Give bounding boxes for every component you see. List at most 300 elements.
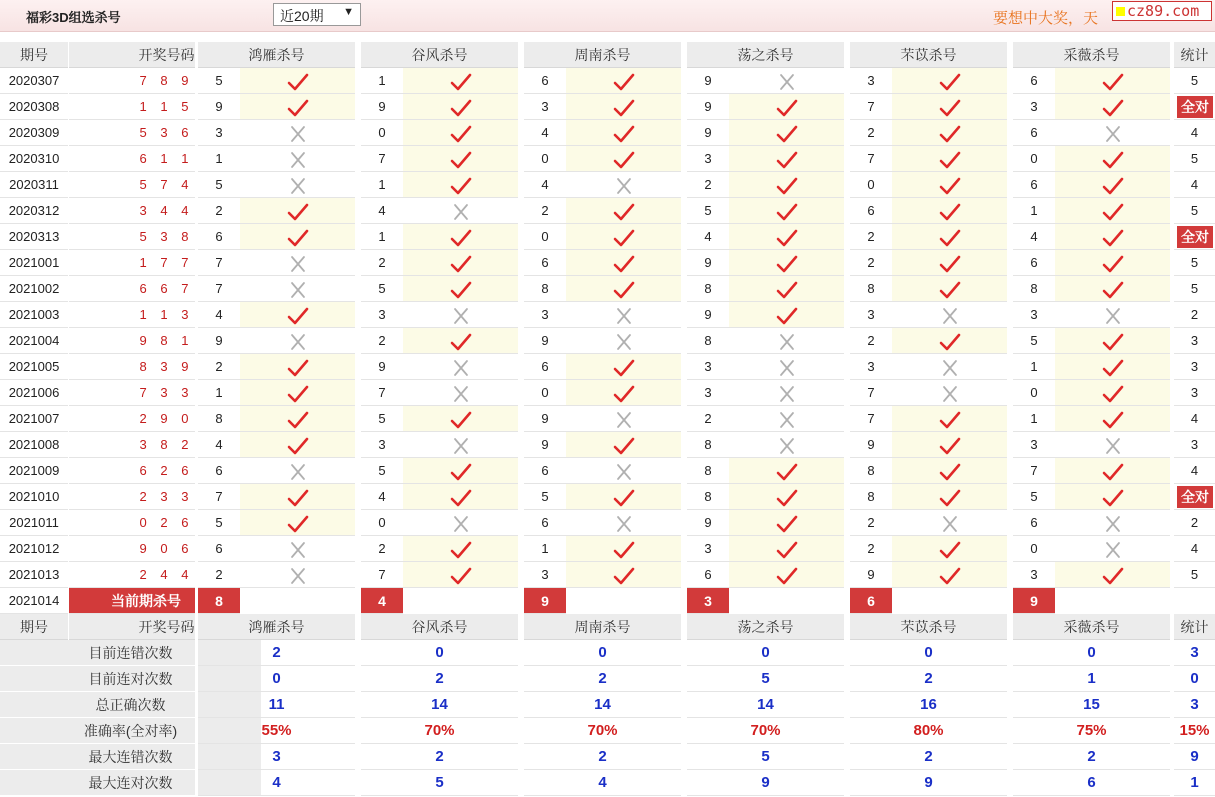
column-header-expert: 荡之杀号 [687,614,844,640]
stats-row [0,718,1215,744]
cross-icon [566,458,681,484]
check-icon [1055,224,1170,250]
cross-icon [403,432,518,458]
kill-number: 1 [198,146,240,172]
kill-number: 6 [1013,120,1055,146]
check-icon [892,120,1007,146]
issue-number: 2020309 [0,120,68,146]
table-row [0,94,1215,120]
row-stat: 3 [1174,328,1215,354]
kill-number: 7 [198,276,240,302]
stats-value: 6 [1013,770,1170,796]
kill-number: 4 [198,302,240,328]
check-icon [566,146,681,172]
cross-icon [892,380,1007,406]
kill-number: 6 [524,250,566,276]
kill-number: 2 [198,354,240,380]
stats-value: 2 [850,744,1007,770]
check-icon [892,250,1007,276]
stats-value: 2 [361,744,518,770]
column-header-expert: 周南杀号 [524,42,681,68]
draw-numbers: 6 6 7 [69,276,264,302]
check-icon [566,354,681,380]
kill-number: 6 [524,510,566,536]
check-icon [403,484,518,510]
cross-icon [403,510,518,536]
kill-number: 7 [850,146,892,172]
issue-number: 2021002 [0,276,68,302]
cross-icon [240,562,355,588]
check-icon [1055,380,1170,406]
check-icon [240,484,355,510]
draw-numbers: 2 4 4 [69,562,264,588]
check-icon [729,198,844,224]
row-stat: 5 [1174,276,1215,302]
issue-number: 2021007 [0,406,68,432]
column-header-expert: 采薇杀号 [1013,614,1170,640]
cross-icon [403,302,518,328]
draw-numbers: 1 1 5 [69,94,264,120]
issue-number: 2020311 [0,172,68,198]
kill-number: 9 [524,432,566,458]
kill-number: 3 [850,302,892,328]
stats-value: 75% [1013,718,1170,744]
check-icon [566,120,681,146]
kill-number: 6 [850,198,892,224]
kill-number: 0 [1013,380,1055,406]
kill-number: 7 [361,562,403,588]
kill-number: 2 [850,536,892,562]
row-stat [1174,224,1215,250]
table-row [0,120,1215,146]
kill-number: 5 [1013,328,1055,354]
issue-number: 2021001 [0,250,68,276]
cross-icon [240,276,355,302]
kill-number: 9 [198,94,240,120]
check-icon [240,406,355,432]
kill-number: 3 [687,354,729,380]
kill-number: 3 [524,302,566,328]
check-icon [892,432,1007,458]
check-icon [1055,458,1170,484]
row-stat: 5 [1174,198,1215,224]
stats-value: 14 [524,692,681,718]
kill-number: 6 [687,562,729,588]
column-header-draw: 开奖号码 [69,42,264,68]
issue-number: 2020313 [0,224,68,250]
column-header-expert: 鸿雁杀号 [198,614,355,640]
row-stat: 4 [1174,120,1215,146]
table-row [0,484,1215,510]
table-row [0,432,1215,458]
kill-number: 7 [361,380,403,406]
check-icon [566,250,681,276]
kill-number: 9 [687,510,729,536]
cross-icon [1055,302,1170,328]
row-stat [1174,484,1215,510]
stats-value: 80% [850,718,1007,744]
check-icon [566,68,681,94]
kill-number: 0 [850,172,892,198]
all-correct-badge: 全对 [1177,96,1213,118]
check-icon [729,250,844,276]
row-stat: 3 [1174,354,1215,380]
kill-number: 5 [524,484,566,510]
kill-number: 2 [361,250,403,276]
stats-label: 最大连对次数 [0,770,261,796]
kill-number: 6 [198,224,240,250]
check-icon [1055,172,1170,198]
draw-numbers: 6 1 1 [69,146,264,172]
stats-value: 15 [1013,692,1170,718]
table-row [0,68,1215,94]
all-correct-badge: 全对 [1177,226,1213,248]
check-icon [729,172,844,198]
draw-numbers: 3 8 2 [69,432,264,458]
stats-value: 70% [361,718,518,744]
check-icon [403,562,518,588]
kill-number: 3 [850,68,892,94]
cross-icon [403,354,518,380]
stats-label: 目前连错次数 [0,640,261,666]
check-icon [240,510,355,536]
kill-number: 5 [198,510,240,536]
kill-number: 4 [1013,224,1055,250]
kill-number: 7 [198,250,240,276]
column-separator [847,42,850,796]
kill-number: 4 [198,432,240,458]
kill-number: 6 [524,354,566,380]
stats-label: 准确率(全对率) [0,718,261,744]
kill-number: 1 [1013,406,1055,432]
stats-value: 0 [524,640,681,666]
cross-icon [240,250,355,276]
draw-numbers: 2 9 0 [69,406,264,432]
stats-value: 0 [198,666,355,692]
cross-icon [240,536,355,562]
table-row [0,250,1215,276]
kill-number: 3 [524,94,566,120]
kill-number: 2 [524,198,566,224]
check-icon [403,120,518,146]
issue-number: 2020308 [0,94,68,120]
table-row [0,302,1215,328]
draw-numbers: 8 3 9 [69,354,264,380]
kill-number: 3 [1013,432,1055,458]
kill-number: 8 [1013,276,1055,302]
page-title: 福彩3D组选杀号 [26,10,121,25]
check-icon [403,146,518,172]
check-icon [729,224,844,250]
cross-icon [729,68,844,94]
draw-numbers: 5 3 8 [69,224,264,250]
issue-number: 2020310 [0,146,68,172]
issue-number: 2020307 [0,68,68,94]
check-icon [892,94,1007,120]
kill-number: 4 [361,198,403,224]
check-icon [729,510,844,536]
column-separator [684,42,687,796]
check-icon [1055,406,1170,432]
stats-value: 2 [524,744,681,770]
stats-value: 16 [850,692,1007,718]
cross-icon [729,432,844,458]
check-icon [729,146,844,172]
kill-number: 8 [687,484,729,510]
stats-value: 0 [850,640,1007,666]
table-row [0,562,1215,588]
current-kill-number: 6 [850,588,892,614]
kill-number: 7 [850,94,892,120]
check-icon [403,458,518,484]
kill-number: 3 [687,536,729,562]
issue-number: 2021010 [0,484,68,510]
draw-numbers: 9 0 6 [69,536,264,562]
kill-number: 2 [198,198,240,224]
kill-number: 1 [1013,354,1055,380]
kill-number: 7 [850,406,892,432]
kill-number: 7 [361,146,403,172]
check-icon [729,120,844,146]
current-kill-number: 9 [524,588,566,614]
draw-numbers: 9 8 1 [69,328,264,354]
check-icon [566,562,681,588]
cross-icon [240,120,355,146]
draw-numbers: 1 7 7 [69,250,264,276]
row-stat: 5 [1174,562,1215,588]
kill-number: 1 [198,380,240,406]
all-correct-badge: 全对 [1177,486,1213,508]
stats-value: 9 [850,770,1007,796]
column-header-expert: 荡之杀号 [687,42,844,68]
check-icon [1055,146,1170,172]
kill-number: 1 [361,224,403,250]
cross-icon [729,354,844,380]
check-icon [892,406,1007,432]
kill-number: 2 [687,406,729,432]
kill-number: 2 [687,172,729,198]
column-separator [1171,42,1174,796]
kill-number: 0 [1013,146,1055,172]
check-icon [403,94,518,120]
kill-number: 2 [850,510,892,536]
check-icon [1055,562,1170,588]
row-stat: 5 [1174,146,1215,172]
kill-number: 0 [524,380,566,406]
cross-icon [729,380,844,406]
draw-numbers: 1 1 3 [69,302,264,328]
row-stat: 4 [1174,536,1215,562]
kill-number: 3 [198,120,240,146]
slogan-text: 要想中大奖，天 [993,10,1099,27]
issue-number: 2021006 [0,380,68,406]
cross-icon [566,172,681,198]
kill-number: 3 [361,302,403,328]
stats-value: 2 [361,666,518,692]
kill-number: 0 [361,120,403,146]
table-row [0,406,1215,432]
table-row [0,172,1215,198]
check-icon [403,224,518,250]
check-icon [566,484,681,510]
kill-number: 3 [1013,562,1055,588]
kill-number: 6 [524,458,566,484]
cross-icon [566,328,681,354]
kill-number: 7 [198,484,240,510]
cross-icon [240,172,355,198]
column-header-expert: 谷风杀号 [361,42,518,68]
kill-number: 8 [850,484,892,510]
row-stat: 5 [1174,250,1215,276]
table-row [0,146,1215,172]
kill-number: 4 [687,224,729,250]
check-icon [892,198,1007,224]
stats-value: 70% [687,718,844,744]
period-select[interactable] [273,3,361,26]
column-header-expert: 周南杀号 [524,614,681,640]
check-icon [1055,94,1170,120]
issue-number: 2021004 [0,328,68,354]
stats-value: 5 [361,770,518,796]
stats-row [0,744,1215,770]
check-icon [240,198,355,224]
stats-value: 0 [687,640,844,666]
stats-label: 最大连错次数 [0,744,261,770]
stats-value: 9 [687,770,844,796]
column-header-issue: 期号 [0,614,68,640]
check-icon [240,68,355,94]
kill-number: 9 [687,302,729,328]
check-icon [566,276,681,302]
check-icon [240,302,355,328]
kill-number: 3 [687,380,729,406]
kill-number: 3 [1013,94,1055,120]
check-icon [566,224,681,250]
check-icon [403,172,518,198]
check-icon [729,458,844,484]
kill-number: 8 [687,328,729,354]
kill-number: 6 [1013,510,1055,536]
table-row [0,536,1215,562]
check-icon [1055,328,1170,354]
logo-text: cz89.com [1127,2,1200,20]
draw-numbers: 6 2 6 [69,458,264,484]
chevron-down-icon: ▼ [343,6,354,18]
check-icon [403,406,518,432]
column-header-stat: 统计 [1174,42,1215,68]
stats-value: 2 [1013,744,1170,770]
current-issue-number: 2021014 [0,588,68,614]
kill-number: 9 [850,432,892,458]
header-row-top [0,42,1215,68]
cross-icon [1055,536,1170,562]
period-select-value: 近20期 [280,8,324,24]
check-icon [403,328,518,354]
cross-icon [892,510,1007,536]
kill-number: 9 [524,328,566,354]
stats-total: 3 [1174,640,1215,666]
kill-number: 2 [361,536,403,562]
check-icon [566,94,681,120]
stats-value: 2 [198,640,355,666]
check-icon [892,68,1007,94]
draw-numbers: 7 8 9 [69,68,264,94]
column-separator [521,42,524,796]
current-kill-number: 8 [198,588,240,614]
stats-total: 15% [1174,718,1215,744]
row-stat [1174,94,1215,120]
check-icon [892,276,1007,302]
top-bar [0,0,1215,32]
draw-numbers: 0 2 6 [69,510,264,536]
kill-number: 2 [198,562,240,588]
column-header-stat: 统计 [1174,614,1215,640]
check-icon [240,224,355,250]
kill-number: 9 [361,94,403,120]
check-icon [1055,354,1170,380]
stats-row [0,666,1215,692]
kill-number: 0 [524,224,566,250]
check-icon [1055,68,1170,94]
cross-icon [403,380,518,406]
cross-icon [1055,120,1170,146]
cross-icon [1055,432,1170,458]
current-period-row [0,588,1215,614]
check-icon [566,198,681,224]
row-stat: 3 [1174,380,1215,406]
check-icon [403,250,518,276]
kill-number: 5 [198,68,240,94]
issue-number: 2021008 [0,432,68,458]
stats-value: 5 [687,666,844,692]
check-icon [729,536,844,562]
site-logo[interactable] [1112,1,1212,21]
table-row [0,328,1215,354]
kill-number: 6 [1013,68,1055,94]
kill-number: 8 [687,458,729,484]
column-separator [195,42,198,796]
column-header-expert: 采薇杀号 [1013,42,1170,68]
stats-value: 3 [198,744,355,770]
kill-number: 6 [1013,250,1055,276]
stats-value: 14 [361,692,518,718]
kill-number: 1 [1013,198,1055,224]
check-icon [1055,276,1170,302]
kill-number: 2 [850,120,892,146]
kill-number: 1 [524,536,566,562]
kill-number: 3 [524,562,566,588]
issue-number: 2021005 [0,354,68,380]
draw-numbers: 5 3 6 [69,120,264,146]
check-icon [566,536,681,562]
kill-number: 5 [361,458,403,484]
row-stat: 5 [1174,68,1215,94]
kill-number: 4 [524,120,566,146]
draw-numbers: 7 3 3 [69,380,264,406]
stats-label: 总正确次数 [0,692,261,718]
kill-number: 8 [850,458,892,484]
stats-value: 1 [1013,666,1170,692]
issue-number: 2021003 [0,302,68,328]
stats-value: 11 [198,692,355,718]
stats-label: 目前连对次数 [0,666,261,692]
kill-number: 4 [361,484,403,510]
kill-number: 5 [361,276,403,302]
current-kill-number: 3 [687,588,729,614]
kill-number: 5 [198,172,240,198]
check-icon [729,94,844,120]
kill-number: 0 [1013,536,1055,562]
